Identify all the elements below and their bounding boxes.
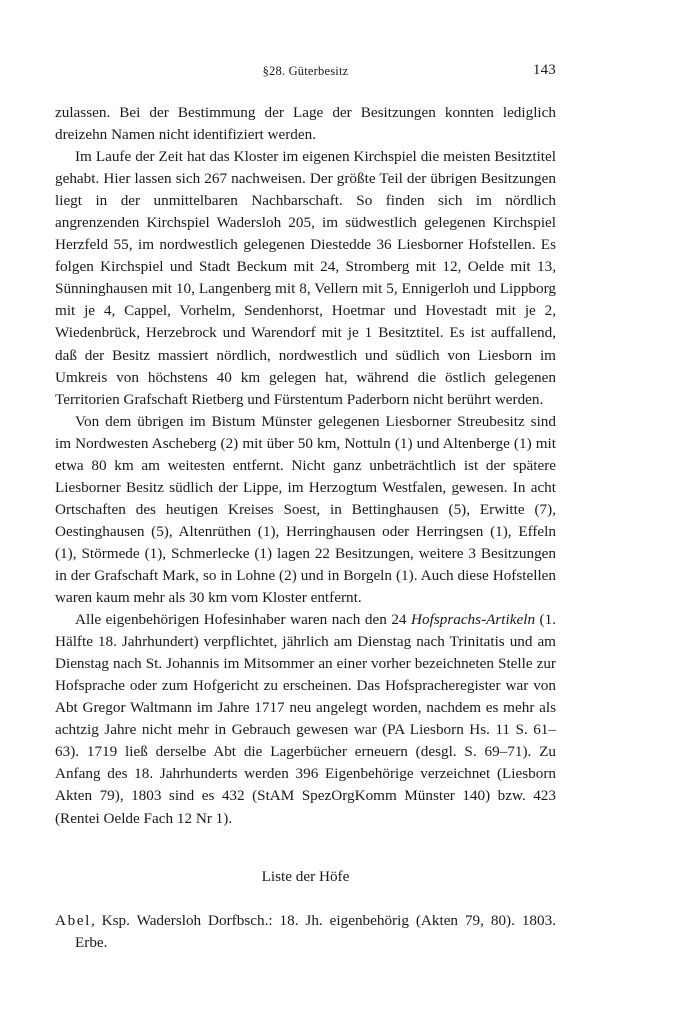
book-page: [55, 62, 556, 954]
paragraph-4-rest: (1. Hälfte 18. Jahrhundert) verpflichtet, jährlich am Dienstag nach Trinitatis und am Dienstag nach St. Johannis im Mitsommer an einer vorher bezeichneten Stelle zur Hofsprache oder zum Hofgericht zu erscheinen. Das Hofspracheregister war von Abt Gregor Waltmann im Jahre 1717 neu angelegt worden, nachdem es mehr als achtzig Jahre nicht mehr in Gebrauch gewesen war (PA Liesborn Hs. 11 S. 61–63). 1719 ließ derselbe Abt die Lagerbücher erneuern (desgl. S. 69–71). Zu Anfang des 18. Jahrhunderts werden 396 Eigenbehörige verzeichnet (Liesborn Akten 79), 1803 sind es 432 (StAM SpezOrgKomm Münster 140) bzw. 423 (Rentei Oelde Fach 12 Nr 1).: [55, 611, 557, 827]
paragraph-4-lead: Alle eigenbehörigen Hofesinhaber waren nach den 24: [75, 611, 412, 629]
page-number: 143: [532, 62, 556, 78]
paragraph-2: Im Laufe der Zeit hat das Kloster im eigenen Kirchspiel die meisten Besitztitel gehabt. Hier lassen sich 267 nachweisen. Der größte Teil der übrigen Besitzungen liegt in der unmittelbaren Nachbarschaft. So finden sich im nördlich angrenzenden Kirchspiel Wadersloh 205, im südwestlich gelegenen Kirchspiel Herzfeld 55, im nordwestlich gelegenen Diestedde 36 Liesborner Hofstellen. Es folgen Kirchspiel und Stadt Beckum mit 24, Stromberg mit 12, Oelde mit 13, Sünninghausen mit 10, Langenberg mit 8, Vellern mit 5, Ennigerloh und Lippborg mit je 4, Cappel, Vorhelm, Sendenhorst, Hoetmar und Hovestadt mit je 2, Wiedenbrück, Herzebrock und Warendorf mit je 1 Besitztitel. Es ist auffallend, daß der Besitz massiert nördlich, nordwestlich und südlich von Liesborn im Umkreis von höchstens 40 km gelegen hat, während die östlich gelegenen Territorien Grafschaft Rietberg und Fürstentum Paderborn nicht berührt werden.: [55, 148, 556, 408]
section-heading: Liste der Höfe: [261, 867, 350, 885]
body-text: [55, 102, 556, 830]
list-entry: [55, 910, 556, 954]
paragraph-4-italic-term: Hofsprachs-Artikeln: [411, 611, 536, 629]
running-head-title: §28. Güterbesitz: [262, 64, 349, 78]
running-head: [55, 62, 556, 84]
paragraph-4: [55, 609, 556, 829]
entry-text: , Ksp. Wadersloh Dorfbsch.: 18. Jh. eigenbehörig (Akten 79, 80). 1803. Erbe.: [75, 911, 556, 951]
paragraph-3: Von dem übrigen im Bistum Münster gelegenen Liesborner Streubesitz sind im Nordwesten Ascheberg (2) mit über 50 km, Nottuln (1) und Altenberge (1) mit etwa 80 km am weitesten entfernt. Nicht ganz unbeträchtlich ist der spätere Liesborner Besitz südlich der Lippe, im Herzogtum Westfalen, gewesen. In acht Ortschaften des heutigen Kreises Soest, in Bettinghausen (5), Erwitte (7), Oestinghausen (5), Altenrüthen (1), Herringhausen oder Herringsen (1), Effeln (1), Störmede (1), Schmerlecke (1) lagen 22 Besitzungen, weitere 3 Besitzungen in der Grafschaft Mark, so in Lohne (2) und in Borgeln (1). Auch diese Hofstellen waren kaum mehr als 30 km vom Kloster entfernt.: [55, 412, 556, 607]
paragraph-1: zulassen. Bei der Bestimmung der Lage der Besitzungen konnten lediglich dreizehn Namen nicht identifiziert werden.: [55, 104, 556, 144]
entry-name: Abel: [55, 911, 91, 929]
